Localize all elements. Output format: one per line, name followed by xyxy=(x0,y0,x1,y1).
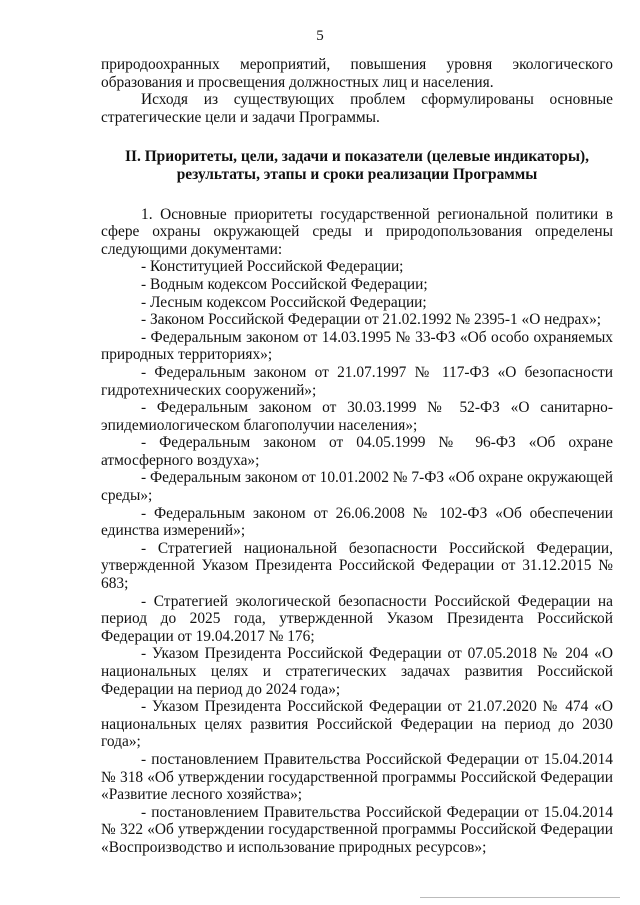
list-item: - Конституцией Российской Федерации; xyxy=(141,258,404,276)
page-number: 5 xyxy=(316,28,324,44)
list-item: - Лесным кодексом Российской Федерации; xyxy=(141,293,427,311)
list-item: - Федеральным законом от 04.05.1999 № 96-ФЗ «Об охране атмосферного воздуха»; xyxy=(101,434,613,469)
list-item: - Указом Президента Российской Федерации от 07.05.2018 № 204 «О национальных целях и стратегических задачах развития Российской Федерации на период до 2024 года»; xyxy=(101,645,613,698)
list-item: - Федеральным законом от 21.07.1997 № 117-ФЗ «О безопасности гидротехнических сооружений»; xyxy=(101,363,613,399)
list-item: - Указом Президента Российской Федерации от 21.07.2020 № 474 «О национальных целях развития Российской Федерации на период до 2030 года»; xyxy=(101,698,613,751)
list-item: - Федеральным законом от 26.06.2008 № 102-ФЗ «Об обеспечении единства измерений»; xyxy=(101,504,613,540)
list-item: - постановлением Правительства Российской Федерации от 15.04.2014 № 322 «Об утверждении государственной программы Российской Федерации «Воспроизводство и использование природных ресурсов»; xyxy=(101,803,613,856)
list-item: - Законом Российской Федерации от 21.02.1992 № 2395-1 «О недрах»; xyxy=(141,311,602,329)
bottom-scan-line xyxy=(420,897,620,898)
documents-list xyxy=(101,258,613,856)
list-item: - Водным кодексом Российской Федерации; xyxy=(141,275,428,293)
page-body xyxy=(101,56,613,857)
list-item: - постановлением Правительства Российской Федерации от 15.04.2014 № 318 «Об утверждении государственной программы Российской Федерации «Развитие лесного хозяйства»; xyxy=(101,750,613,804)
intro-paragraph: Исходя из существующих проблем сформулированы основные стратегические цели и задачи Программы. xyxy=(101,91,613,126)
list-item: - Федеральным законом от 14.03.1995 № 33-ФЗ «Об особо охраняемых природных территориях»; xyxy=(101,328,613,364)
list-item: - Стратегией национальной безопасности Российской Федерации, утвержденной Указом Президента Российской Федерации от 31.12.2015 № 683; xyxy=(101,539,613,593)
intro-paragraph-continuation: природоохранных мероприятий, повышения уровня экологического образования и просвещения должностных лиц и населения. xyxy=(101,56,613,91)
list-item: - Федеральным законом от 10.01.2002 № 7-ФЗ «Об охране окружающей среды»; xyxy=(101,469,613,505)
list-item: - Стратегией экологической безопасности Российской Федерации на период до 2025 года, утвержденной Указом Президента Российской Федерации от 19.04.2017 № 176; xyxy=(101,592,613,645)
section-heading: II. Приоритеты, цели, задачи и показатели (целевые индикаторы), результаты, этапы и сроки реализации Программы xyxy=(125,148,589,183)
list-item: - Федеральным законом от 30.03.1999 № 52-ФЗ «О санитарно-эпидемиологическом благополучии населения»; xyxy=(101,399,613,434)
lead-paragraph: 1. Основные приоритеты государственной региональной политики в сфере охраны окружающей среды и природопользования определены следующими документами: xyxy=(101,205,613,258)
